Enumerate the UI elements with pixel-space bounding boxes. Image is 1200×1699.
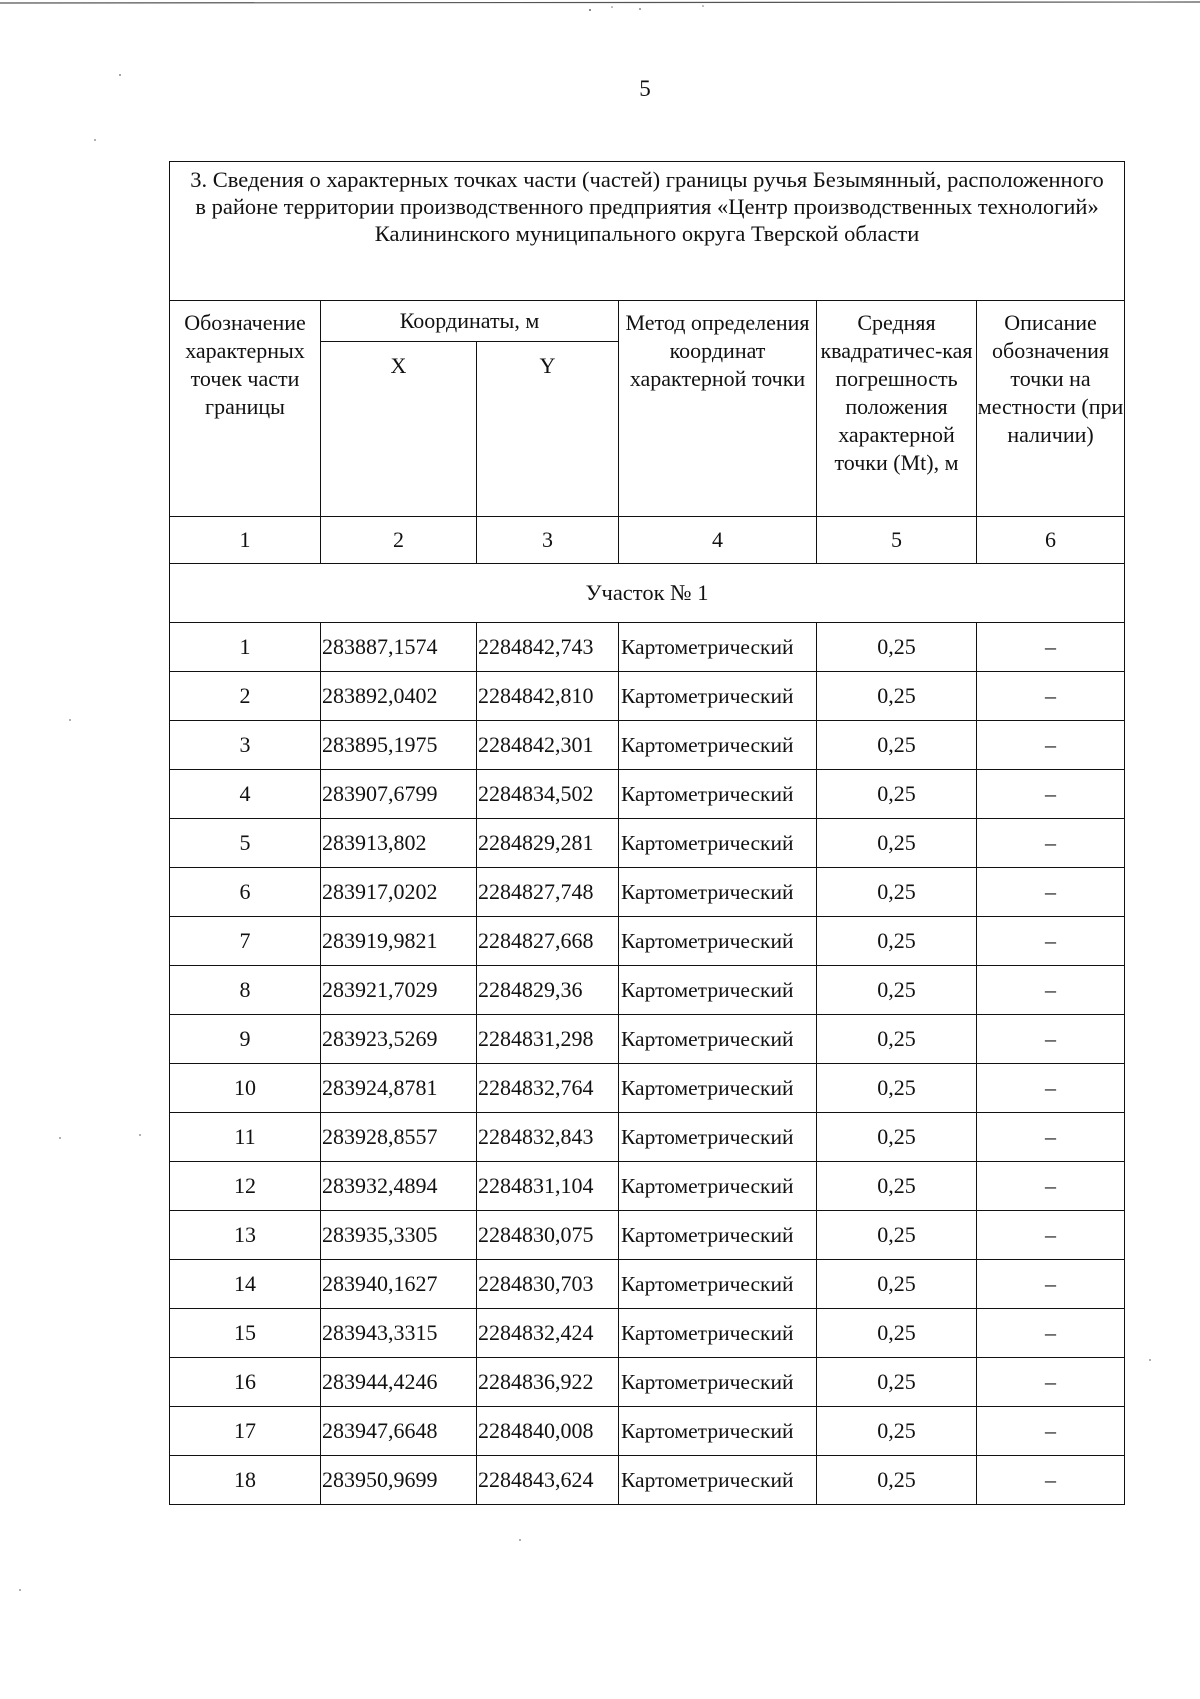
cell-method: Картометрический — [619, 966, 817, 1015]
cell-mean-error: 0,25 — [817, 1113, 977, 1162]
header-method: Метод определения координат характерной точки — [619, 301, 817, 517]
table-row — [170, 1456, 1125, 1505]
cell-point: 6 — [170, 868, 321, 917]
table-row — [170, 770, 1125, 819]
cell-x: 283947,6648 — [321, 1407, 477, 1456]
cell-y: 2284829,36 — [477, 966, 619, 1015]
cell-x: 283924,8781 — [321, 1064, 477, 1113]
cell-y: 2284832,424 — [477, 1309, 619, 1358]
cell-description: – — [977, 1113, 1125, 1162]
cell-point: 16 — [170, 1358, 321, 1407]
cell-mean-error: 0,25 — [817, 917, 977, 966]
cell-y: 2284842,301 — [477, 721, 619, 770]
table-row — [170, 1309, 1125, 1358]
cell-method: Картометрический — [619, 917, 817, 966]
cell-description: – — [977, 1064, 1125, 1113]
cell-x: 283921,7029 — [321, 966, 477, 1015]
cell-point: 15 — [170, 1309, 321, 1358]
cell-y: 2284832,764 — [477, 1064, 619, 1113]
table-title: 3. Сведения о характерных точках части (частей) границы ручья Безымянный, расположенного в районе территории производственного предприятия «Центр производственных технологий» Калининского муниципального округа Тверской области — [170, 162, 1125, 301]
table-title-row — [170, 162, 1125, 301]
cell-x: 283935,3305 — [321, 1211, 477, 1260]
table-row — [170, 868, 1125, 917]
cell-point: 5 — [170, 819, 321, 868]
cell-method: Картометрический — [619, 1211, 817, 1260]
header-y: Y — [477, 342, 619, 517]
cell-point: 9 — [170, 1015, 321, 1064]
cell-y: 2284827,748 — [477, 868, 619, 917]
cell-x: 283892,0402 — [321, 672, 477, 721]
table-row — [170, 1162, 1125, 1211]
cell-mean-error: 0,25 — [817, 770, 977, 819]
cell-description: – — [977, 1015, 1125, 1064]
column-number: 3 — [477, 517, 619, 564]
cell-method: Картометрический — [619, 1456, 817, 1505]
cell-mean-error: 0,25 — [817, 1358, 977, 1407]
cell-y: 2284832,843 — [477, 1113, 619, 1162]
cell-method: Картометрический — [619, 868, 817, 917]
cell-description: – — [977, 1211, 1125, 1260]
cell-mean-error: 0,25 — [817, 1211, 977, 1260]
header-description: Описание обозначения точки на местности (при наличии) — [977, 301, 1125, 517]
table-row — [170, 1113, 1125, 1162]
cell-y: 2284830,075 — [477, 1211, 619, 1260]
cell-description: – — [977, 1162, 1125, 1211]
cell-description: – — [977, 721, 1125, 770]
cell-mean-error: 0,25 — [817, 819, 977, 868]
cell-point: 12 — [170, 1162, 321, 1211]
cell-point: 18 — [170, 1456, 321, 1505]
cell-description: – — [977, 623, 1125, 672]
table-row — [170, 966, 1125, 1015]
table-row — [170, 819, 1125, 868]
cell-mean-error: 0,25 — [817, 1162, 977, 1211]
table-row — [170, 1260, 1125, 1309]
cell-x: 283913,802 — [321, 819, 477, 868]
cell-description: – — [977, 1260, 1125, 1309]
cell-method: Картометрический — [619, 1309, 817, 1358]
cell-x: 283928,8557 — [321, 1113, 477, 1162]
cell-mean-error: 0,25 — [817, 1456, 977, 1505]
cell-mean-error: 0,25 — [817, 966, 977, 1015]
cell-description: – — [977, 868, 1125, 917]
table-row — [170, 1358, 1125, 1407]
cell-y: 2284827,668 — [477, 917, 619, 966]
cell-x: 283919,9821 — [321, 917, 477, 966]
column-number: 2 — [321, 517, 477, 564]
cell-x: 283944,4246 — [321, 1358, 477, 1407]
cell-mean-error: 0,25 — [817, 721, 977, 770]
cell-description: – — [977, 672, 1125, 721]
cell-description: – — [977, 1456, 1125, 1505]
table-row — [170, 623, 1125, 672]
cell-description: – — [977, 1309, 1125, 1358]
cell-mean-error: 0,25 — [817, 868, 977, 917]
cell-point: 8 — [170, 966, 321, 1015]
cell-mean-error: 0,25 — [817, 672, 977, 721]
cell-point: 10 — [170, 1064, 321, 1113]
cell-method: Картометрический — [619, 1113, 817, 1162]
cell-x: 283887,1574 — [321, 623, 477, 672]
cell-point: 17 — [170, 1407, 321, 1456]
table-row — [170, 1407, 1125, 1456]
cell-x: 283943,3315 — [321, 1309, 477, 1358]
cell-mean-error: 0,25 — [817, 1309, 977, 1358]
boundary-points-table — [169, 161, 1125, 1505]
cell-y: 2284830,703 — [477, 1260, 619, 1309]
cell-method: Картометрический — [619, 1015, 817, 1064]
header-point-designation: Обозначение характерных точек части границы — [170, 301, 321, 517]
table-row — [170, 1015, 1125, 1064]
cell-mean-error: 0,25 — [817, 1064, 977, 1113]
cell-description: – — [977, 1407, 1125, 1456]
cell-method: Картометрический — [619, 721, 817, 770]
cell-method: Картометрический — [619, 1358, 817, 1407]
cell-x: 283923,5269 — [321, 1015, 477, 1064]
cell-point: 3 — [170, 721, 321, 770]
header-coordinates: Координаты, м — [321, 301, 619, 342]
cell-y: 2284831,298 — [477, 1015, 619, 1064]
cell-point: 14 — [170, 1260, 321, 1309]
cell-point: 1 — [170, 623, 321, 672]
cell-x: 283940,1627 — [321, 1260, 477, 1309]
cell-x: 283917,0202 — [321, 868, 477, 917]
cell-mean-error: 0,25 — [817, 1015, 977, 1064]
cell-x: 283907,6799 — [321, 770, 477, 819]
cell-description: – — [977, 770, 1125, 819]
table-row — [170, 721, 1125, 770]
cell-y: 2284829,281 — [477, 819, 619, 868]
cell-point: 7 — [170, 917, 321, 966]
table-row — [170, 1064, 1125, 1113]
cell-method: Картометрический — [619, 1064, 817, 1113]
cell-mean-error: 0,25 — [817, 1260, 977, 1309]
header-x: X — [321, 342, 477, 517]
cell-y: 2284842,810 — [477, 672, 619, 721]
page-number: 5 — [639, 76, 651, 101]
cell-y: 2284836,922 — [477, 1358, 619, 1407]
cell-method: Картометрический — [619, 672, 817, 721]
cell-description: – — [977, 966, 1125, 1015]
cell-method: Картометрический — [619, 1407, 817, 1456]
cell-y: 2284834,502 — [477, 770, 619, 819]
column-number: 6 — [977, 517, 1125, 564]
cell-method: Картометрический — [619, 770, 817, 819]
table-row — [170, 672, 1125, 721]
cell-x: 283932,4894 — [321, 1162, 477, 1211]
cell-mean-error: 0,25 — [817, 1407, 977, 1456]
cell-y: 2284840,008 — [477, 1407, 619, 1456]
column-number: 1 — [170, 517, 321, 564]
section-title: Участок № 1 — [170, 564, 1125, 623]
column-number-row — [170, 517, 1125, 564]
cell-method: Картометрический — [619, 1260, 817, 1309]
cell-method: Картометрический — [619, 1162, 817, 1211]
header-row — [170, 301, 1125, 342]
cell-x: 283950,9699 — [321, 1456, 477, 1505]
cell-point: 13 — [170, 1211, 321, 1260]
header-mean-error: Средняя квадратичес-кая погрешность положения характерной точки (Mt), м — [817, 301, 977, 517]
cell-description: – — [977, 917, 1125, 966]
cell-point: 11 — [170, 1113, 321, 1162]
section-row — [170, 564, 1125, 623]
cell-description: – — [977, 819, 1125, 868]
cell-y: 2284843,624 — [477, 1456, 619, 1505]
column-number: 4 — [619, 517, 817, 564]
cell-description: – — [977, 1358, 1125, 1407]
table-row — [170, 1211, 1125, 1260]
cell-mean-error: 0,25 — [817, 623, 977, 672]
cell-y: 2284842,743 — [477, 623, 619, 672]
column-number: 5 — [817, 517, 977, 564]
cell-y: 2284831,104 — [477, 1162, 619, 1211]
table-row — [170, 917, 1125, 966]
cell-method: Картометрический — [619, 623, 817, 672]
cell-point: 2 — [170, 672, 321, 721]
cell-x: 283895,1975 — [321, 721, 477, 770]
cell-point: 4 — [170, 770, 321, 819]
cell-method: Картометрический — [619, 819, 817, 868]
